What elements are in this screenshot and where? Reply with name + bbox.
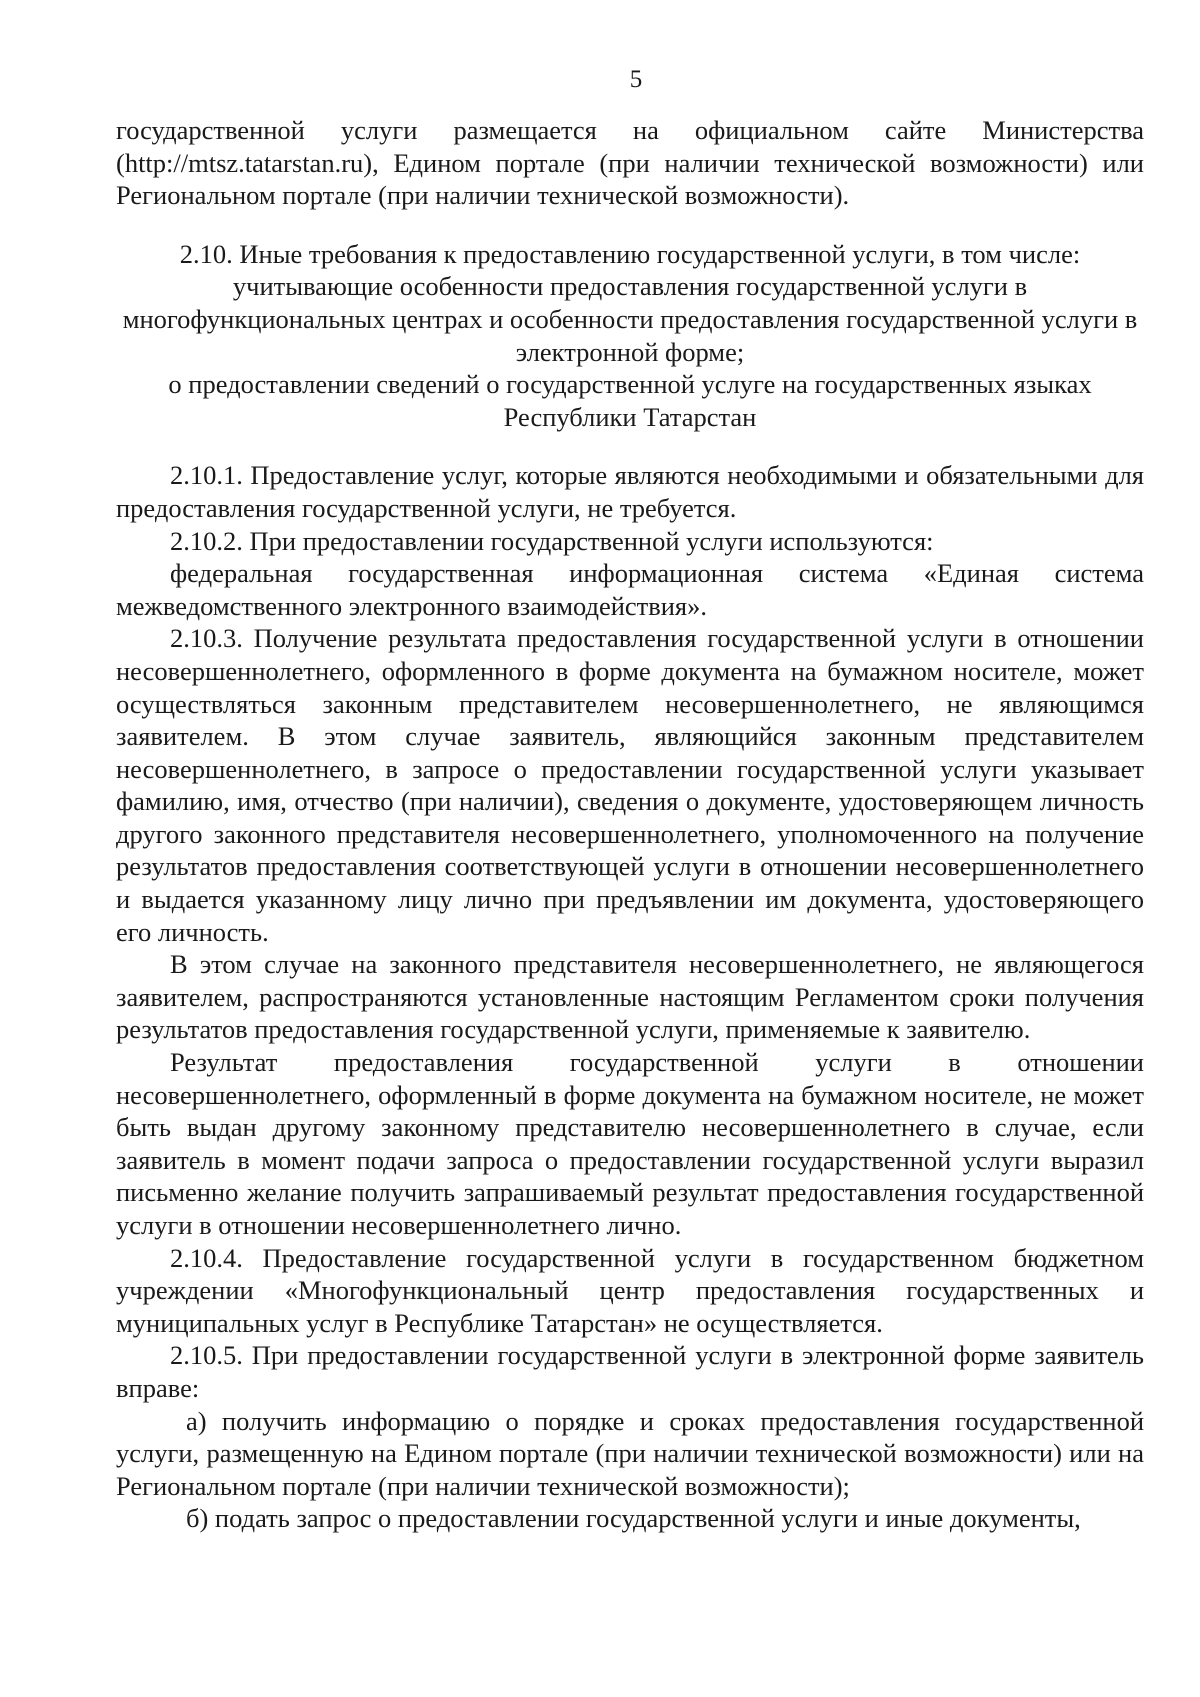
list-item-b: б) подать запрос о предоставлении государственной услуги и иные документы, [186,1503,1081,1534]
section-heading [116,238,1144,434]
paragraph-2-10-3: 2.10.3. Получение результата предоставления государственной услуги в отношении несовершеннолетнего, оформленного в форме документа на бумажном носителе, может осуществляться законным представителем несовершеннолетнего, не являющимся заявителем. В этом случае заявитель, являющийся законным представителем несовершеннолетнего, в запросе о предоставлении государственной услуги указывает фамилию, имя, отчество (при наличии), сведения о документе, удостоверяющем личность другого законного представителя несовершеннолетнего, уполномоченного на получение результатов предоставления соответствующей услуги в отношении несовершеннолетнего и выдается указанному лицу лично при предъявлении им документа, удостоверяющего его личность. [116,623,1144,947]
paragraph-2-10-1: 2.10.1. Предоставление услуг, которые являются необходимыми и обязательными для предоставления государственной услуги, не требуется. [116,460,1144,523]
paragraph-2-10-2: 2.10.2. При предоставлении государственной услуги используются: [170,525,934,556]
section-heading-line-2: о предоставлении сведений о государственной услуге на государственных языках Республики Татарстан [168,369,1092,432]
paragraph-2-10-3-representative: В этом случае на законного представителя несовершеннолетнего, не являющегося заявителем, распространяются установленные настоящим Регламентом сроки получения результатов предоставления государственной услуги, применяемые к заявителю. [116,949,1144,1045]
list-item-a: а) получить информацию о порядке и сроках предоставления государственной услуги, размещенную на Едином портале (при наличии технической возможности) или на Региональном портале (при наличии технической возможности); [116,1405,1144,1501]
paragraph-2-10-4: 2.10.4. Предоставление государственной услуги в государственном бюджетном учреждении «Многофункциональный центр предоставления государственных и муниципальных услуг в Республике Татарстан» не осуществляется. [116,1242,1144,1338]
section-heading-line-1: 2.10. Иные требования к предоставлению государственной услуги, в том числе: учитывающие особенности предоставления государственной услуги в многофункциональных центрах и особенности предоставления государственной услуги в электронной форме; [122,238,1138,367]
paragraph-2-10-2-system: федеральная государственная информационная система «Единая система межведомственного электронного взаимодействия». [116,558,1144,621]
paragraph-2-10-5: 2.10.5. При предоставлении государственной услуги в электронной форме заявитель вправе: [116,1340,1144,1403]
paragraph-2-10-3-result: Результат предоставления государственной услуги в отношении несовершеннолетнего, оформленный в форме документа на бумажном носителе, не может быть выдан другому законному представителю несовершеннолетнего в случае, если заявитель в момент подачи запроса о предоставлении государственной услуги выразил письменно желание получить запрашиваемый результат предоставления государственной услуги в отношении несовершеннолетнего лично. [116,1047,1144,1240]
intro-paragraph: государственной услуги размещается на официальном сайте Министерства (http://mtsz.tatarstan.ru), Едином портале (при наличии технической возможности) или Региональном портале (при наличии технической возможности). [116,115,1144,211]
page-number: 5 [629,66,643,93]
